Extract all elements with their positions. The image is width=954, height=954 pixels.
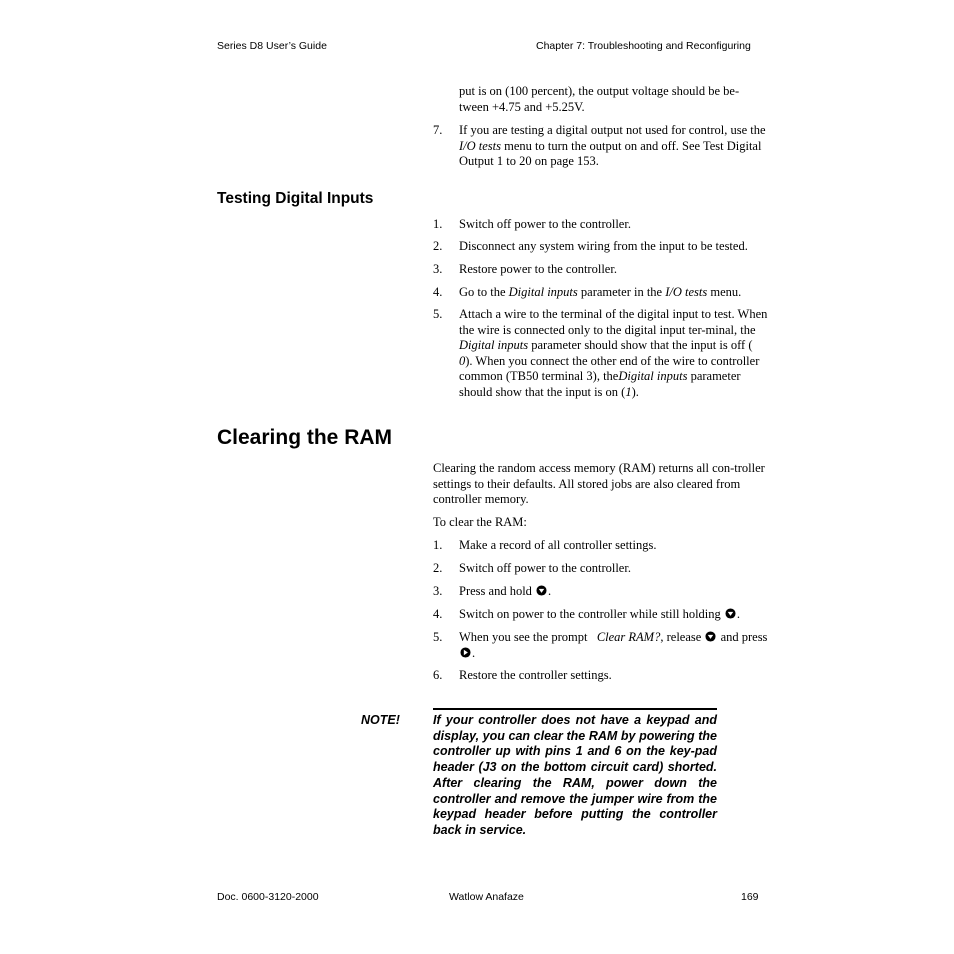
list-text: Switch off power to the controller. [459,217,631,231]
list-number: 6. [433,668,443,682]
list-number: 5. [433,630,443,644]
list-item [433,217,769,233]
continued-paragraph [459,84,769,115]
list-number: 5. [433,307,443,321]
list-text: If you are testing a digital output not used for control, use the I/O tests menu to turn the output on and off. See Test Digital Output 1 to 20 on page 153. [459,123,766,169]
list-text: Disconnect any system wiring from the input to be tested. [459,239,748,253]
list-number: 2. [433,239,443,253]
list-item [433,630,769,661]
note-label: NOTE! [361,713,400,727]
running-header-left: Series D8 User’s Guide [217,40,327,52]
note-divider [433,708,717,710]
list-item [433,561,769,577]
list-item [433,307,769,401]
list-text: Press and hold . [459,584,552,598]
continued-line-2: tween +4.75 and +5.25V. [459,99,585,114]
list-text: Make a record of all controller settings. [459,538,657,552]
down-arrow-key-icon [536,585,547,596]
running-header-right: Chapter 7: Troubleshooting and Reconfiguring [536,40,751,52]
down-arrow-key-icon [705,631,716,642]
list-text: Switch off power to the controller. [459,561,631,575]
list-text: Go to the Digital inputs parameter in the I/O tests menu. [459,285,742,299]
list-text: Attach a wire to the terminal of the digital input to test. When the wire is connected only to the digital input ter-minal, the Digital inputs parameter should show that the input is off ( 0). When you connect the other end of the wire to controller common (TB50 terminal 3), theDigital inputs parameter should show that the input is on (1). [459,307,768,399]
list-number: 4. [433,607,443,621]
down-arrow-key-icon [725,608,736,619]
section-heading-clearing-ram: Clearing the RAM [217,426,393,449]
list-number: 4. [433,285,443,299]
page-number: 169 [741,891,759,903]
list-item [433,123,769,170]
list-text: When you see the prompt Clear RAM?, release and press . [459,630,768,660]
intro-paragraph: Clearing the random access memory (RAM) returns all con-troller settings to their defaults. All stored jobs are also cleared from controller memory. [433,461,765,507]
list-text: Restore the controller settings. [459,668,612,682]
right-arrow-key-icon [460,647,471,658]
list-number: 1. [433,217,443,231]
list-item [433,239,769,255]
list-number: 2. [433,561,443,575]
list-text: Restore power to the controller. [459,262,617,276]
continued-line-1: put is on (100 percent), the output voltage should be be- [459,84,740,98]
list-number: 3. [433,262,443,276]
footer-company: Watlow Anafaze [449,891,524,903]
footer-doc-number: Doc. 0600-3120-2000 [217,891,319,903]
list-item [433,262,769,278]
note-text: If your controller does not have a keypad and display, you can clear the RAM by powering the controller up with pins 1 and 6 on the key-pad header (J3 on the bottom circuit card) shorted. After clearing the RAM, power down the controller and remove the jumper wire from the keypad header before putting the controller back in service. [433,713,717,837]
list-number: 7. [433,123,443,137]
list-number: 3. [433,584,443,598]
list-item [433,668,769,684]
section-heading-digital-inputs: Testing Digital Inputs [217,190,374,207]
list-item [433,584,769,600]
list-item [433,607,769,623]
list-text: Switch on power to the controller while still holding . [459,607,741,621]
list-item [433,538,769,554]
list-number: 1. [433,538,443,552]
list-item [433,285,769,301]
lead-paragraph: To clear the RAM: [433,515,527,529]
